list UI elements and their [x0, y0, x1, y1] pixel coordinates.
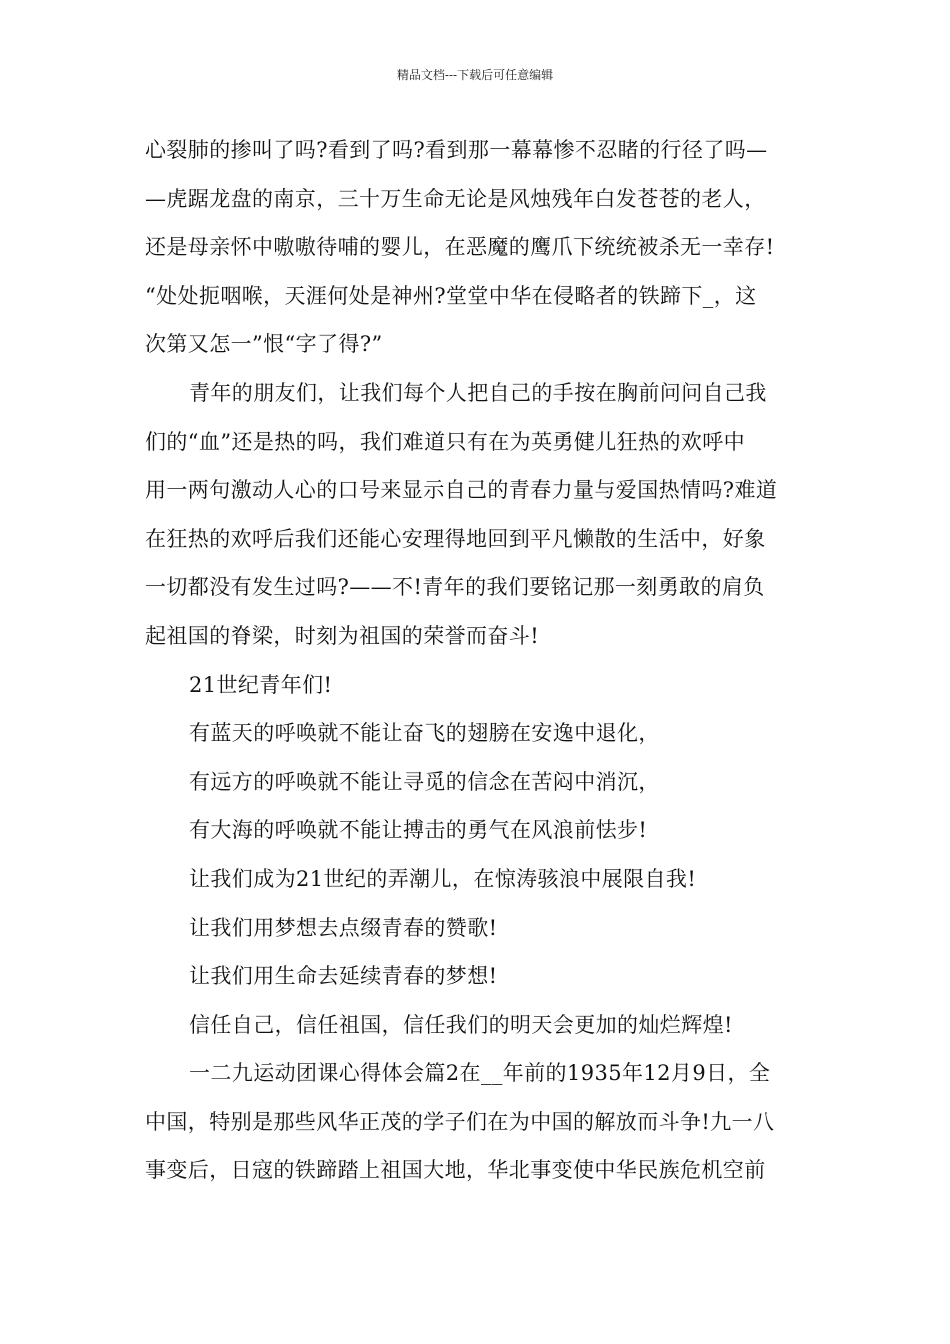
text-line: 有大海的呼唤就不能让搏击的勇气在风浪前怯步!	[189, 818, 648, 843]
text-line: 一二九运动团课心得体会篇2在__年前的1935年12月9日，全	[189, 1061, 771, 1086]
text-line: 有蓝天的呼唤就不能让奋飞的翅膀在安逸中退化，	[189, 721, 660, 746]
body-text	[145, 126, 810, 1195]
text-line: 还是母亲怀中嗷嗷待哺的婴儿，在恶魔的鹰爪下统统被杀无一幸存!	[145, 235, 775, 260]
text-line: 青年的朋友们，让我们每个人把自己的手按在胸前问问自己我	[189, 380, 767, 405]
text-line: 中国，特别是那些风华正茂的学子们在为中国的解放而斗争!九一八	[145, 1109, 775, 1134]
text-line: 一切都没有发生过吗?——不!青年的我们要铭记那一刻勇敢的肩负	[145, 575, 765, 600]
text-line: 心裂肺的掺叫了吗?看到了吗?看到那一幕幕惨不忍睹的行径了吗—	[145, 138, 768, 162]
text-line: 21世纪青年们!	[189, 672, 333, 697]
text-line: 事变后，日寇的铁蹄踏上祖国大地，华北事变使中华民族危机空前	[145, 1158, 766, 1183]
paragraph-dream-song	[145, 904, 810, 953]
text-line: 起祖国的脊梁，时刻为祖国的荣誉而奋斗!	[145, 623, 540, 648]
paragraph-far-away	[145, 758, 810, 807]
text-line: 们的“血”还是热的吗，我们难道只有在为英勇健儿狂热的欢呼中	[145, 429, 746, 454]
paragraph-sea	[145, 806, 810, 855]
text-line: 有远方的呼唤就不能让寻觅的信念在苦闷中消沉，	[189, 769, 660, 794]
paragraph-trust	[145, 1001, 810, 1050]
paragraph-essay-2	[145, 1049, 810, 1195]
paragraph-life-dream	[145, 952, 810, 1001]
paragraph-nanjing	[145, 126, 810, 369]
page-header: 精品文档---下载后可任意编辑	[396, 68, 554, 82]
paragraph-trendsetter	[145, 855, 810, 904]
text-line: “处处扼咽喉，天涯何处是神州?堂堂中华在侵略者的铁蹄下_，这	[145, 283, 757, 308]
text-line: 在狂热的欢呼后我们还能心安理得地回到平凡懒散的生活中，好象	[145, 526, 766, 551]
text-line: 让我们用生命去延续青春的梦想!	[189, 964, 498, 989]
paragraph-youth-friends	[145, 369, 810, 661]
text-line: 让我们成为21世纪的弄潮儿，在惊涛骇浪中展限自我!	[189, 866, 697, 891]
paragraph-blue-sky	[145, 709, 810, 758]
text-line: —虎踞龙盘的南京，三十万生命无论是风烛残年白发苍苍的老人，	[145, 186, 766, 211]
paragraph-21st-century	[145, 661, 810, 710]
text-line: 次第又怎一”恨“字了得?”	[145, 332, 383, 357]
text-line: 让我们用梦想去点缀青春的赞歌!	[189, 915, 498, 940]
text-line: 信任自己，信任祖国，信任我们的明天会更加的灿烂辉煌!	[189, 1012, 733, 1037]
text-line: 用一两句激动人心的口号来显示自己的青春力量与爱国热情吗?难道	[145, 478, 778, 503]
